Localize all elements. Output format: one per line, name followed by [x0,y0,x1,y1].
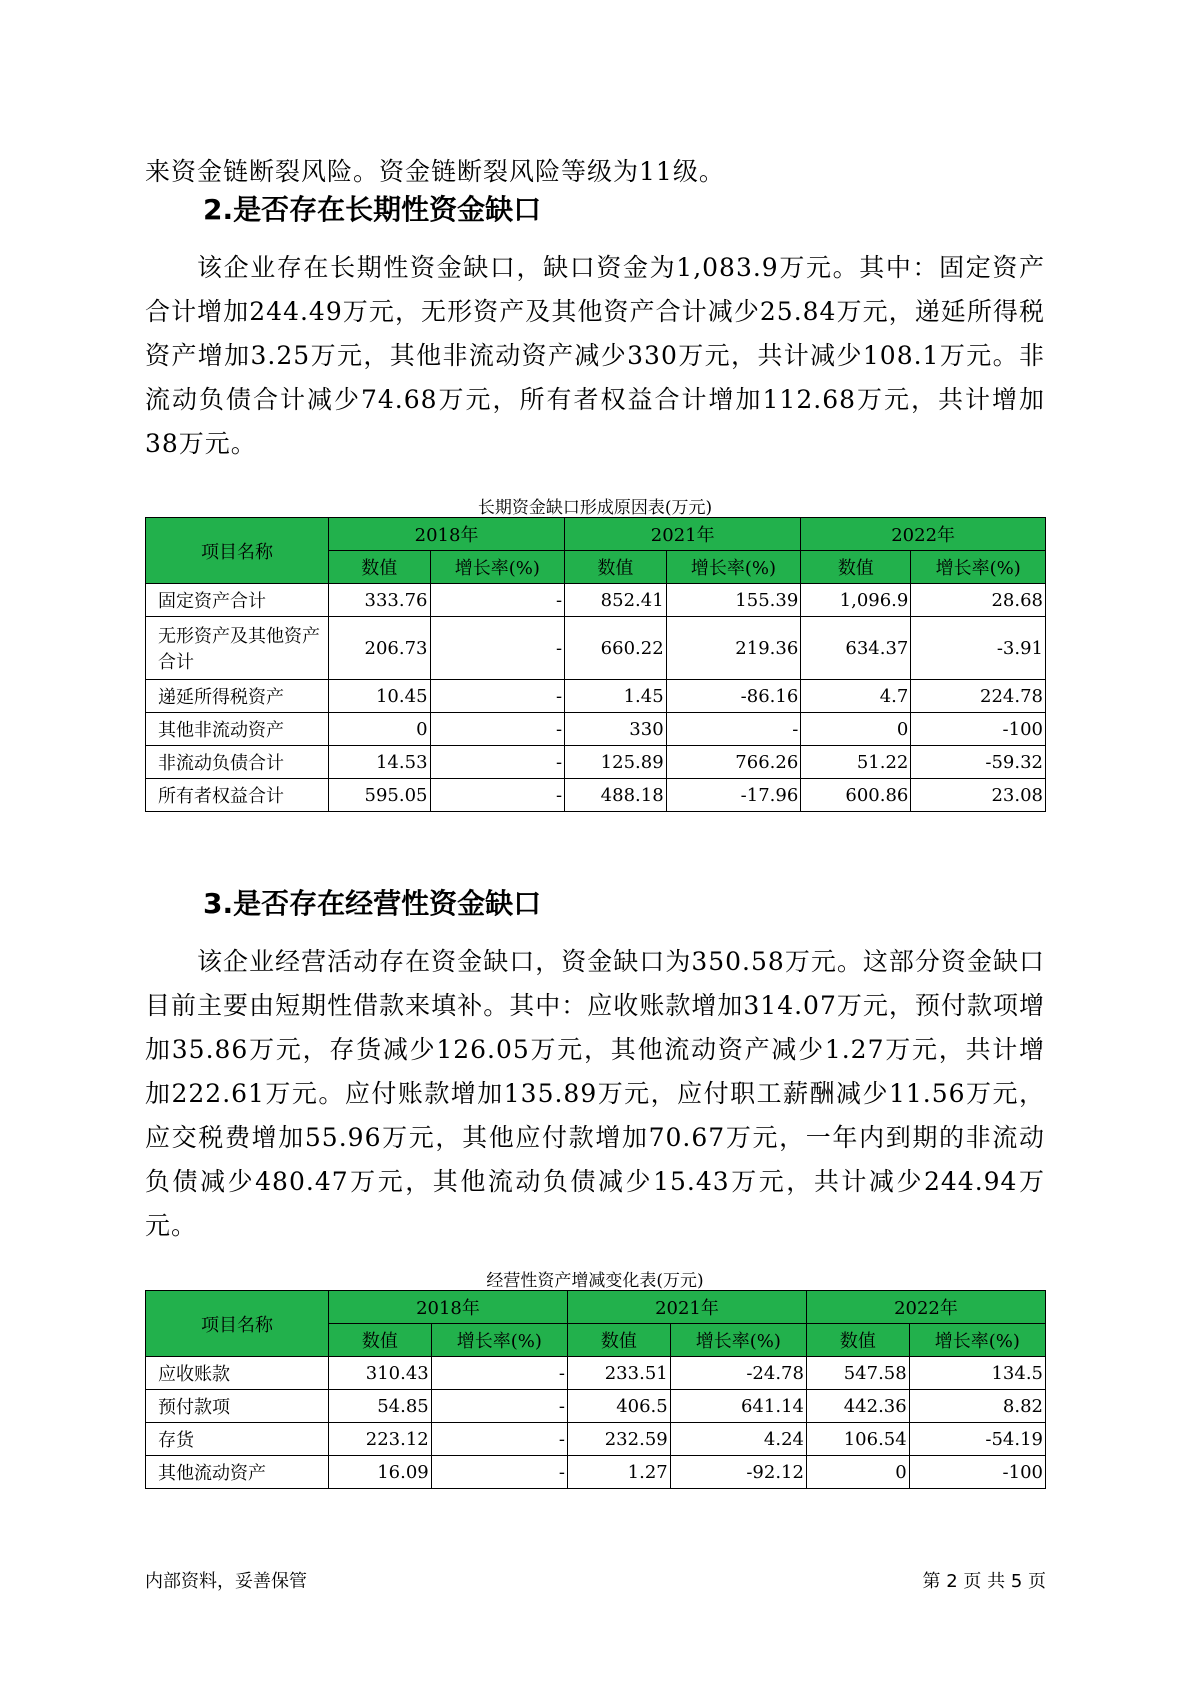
table-header-year: 2018年 [329,518,565,551]
cell: -86.16 [666,680,801,713]
cell: -24.78 [670,1357,806,1390]
cell: 600.86 [801,779,911,812]
table-row [146,1357,1046,1390]
cell: 8.82 [909,1390,1045,1423]
table-row [146,1456,1046,1489]
cell: -100 [909,1456,1045,1489]
cell: 660.22 [565,617,667,680]
table-row [146,584,1046,617]
section-2-heading: 2.是否存在长期性资金缺口 [203,193,542,226]
table-row [146,1390,1046,1423]
section-3-heading: 3.是否存在经营性资金缺口 [203,887,542,920]
cell: 155.39 [666,584,801,617]
cell: 0 [801,713,911,746]
cell: 1.45 [565,680,667,713]
table-header-year: 2022年 [806,1291,1045,1324]
cell: - [430,779,565,812]
table-operating-assets [145,1290,1046,1489]
row-label: 所有者权益合计 [146,779,329,812]
section-2-body: 该企业存在长期性资金缺口，缺口资金为1,083.9万元。其中：固定资产合计增加244.49万元，无形资产及其他资产合计减少25.84万元，递延所得税资产增加3.25万元，其他非流动资产减少330万元，共计减少108.1万元。非流动负债合计减少74.68万元，所有者权益合计增加112.68万元，共计增加38万元。 [145,253,1045,458]
cell: 333.76 [329,584,431,617]
table-subheader: 增长率(%) [911,551,1046,584]
cell: - [430,584,565,617]
cell: -100 [911,713,1046,746]
section-3-body: 该企业经营活动存在资金缺口，资金缺口为350.58万元。这部分资金缺口目前主要由短期性借款来填补。其中：应收账款增加314.07万元，预付款项增加35.86万元，存货减少126.05万元，其他流动资产减少1.27万元，共计增加222.61万元。应付账款增加135.89万元，应付职工薪酬减少11.56万元，应交税费增加55.96万元，其他应付款增加70.67万元，一年内到期的非流动负债减少480.47万元，其他流动负债减少15.43万元，共计减少244.94万元。 [145,947,1045,1240]
cell: -54.19 [909,1423,1045,1456]
cell: - [431,1456,567,1489]
cell: 442.36 [806,1390,909,1423]
table-subheader: 数值 [801,551,911,584]
row-label: 其他非流动资产 [146,713,329,746]
cell: 125.89 [565,746,667,779]
table-header-name: 项目名称 [146,518,329,584]
cell: 488.18 [565,779,667,812]
cell: 0 [329,713,431,746]
footer-confidential-note: 内部资料，妥善保管 [145,1571,307,1592]
table-row [146,746,1046,779]
cell: 547.58 [806,1357,909,1390]
table-1-caption: 长期资金缺口形成原因表(万元) [477,498,713,518]
cell: - [430,617,565,680]
cell: 10.45 [329,680,431,713]
cell: 641.14 [670,1390,806,1423]
table-subheader: 数值 [329,551,431,584]
cell: - [430,680,565,713]
cell: 330 [565,713,667,746]
cell: -17.96 [666,779,801,812]
table-subheader: 增长率(%) [430,551,565,584]
cell: 1,096.9 [801,584,911,617]
cell: 14.53 [329,746,431,779]
cell: 23.08 [911,779,1046,812]
row-label: 递延所得税资产 [146,680,329,713]
cell: 4.24 [670,1423,806,1456]
cell: - [430,746,565,779]
row-label: 无形资产及其他资产合计 [146,617,329,680]
cell: 0 [806,1456,909,1489]
row-label: 非流动负债合计 [146,746,329,779]
row-label: 预付款项 [146,1390,329,1423]
table-subheader: 增长率(%) [666,551,801,584]
cell: 51.22 [801,746,911,779]
cell: 223.12 [329,1423,432,1456]
cell: 1.27 [567,1456,670,1489]
table-2-caption: 经营性资产增减变化表(万元) [486,1271,704,1291]
cell: -3.91 [911,617,1046,680]
table-row [146,617,1046,680]
cell: 595.05 [329,779,431,812]
row-label: 存货 [146,1423,329,1456]
table-header-year: 2021年 [565,518,801,551]
table-row [146,680,1046,713]
row-label: 其他流动资产 [146,1456,329,1489]
table-long-term-gap [145,517,1046,812]
table-row [146,713,1046,746]
cell: - [431,1357,567,1390]
table-subheader: 数值 [565,551,667,584]
cell: 106.54 [806,1423,909,1456]
cell: 224.78 [911,680,1046,713]
cell: 28.68 [911,584,1046,617]
cell: 4.7 [801,680,911,713]
cell: - [430,713,565,746]
cell: 206.73 [329,617,431,680]
cell: - [431,1390,567,1423]
table-header-year: 2021年 [567,1291,806,1324]
cell: 54.85 [329,1390,432,1423]
table-subheader: 增长率(%) [909,1324,1045,1357]
cell: - [666,713,801,746]
cell: 766.26 [666,746,801,779]
table-subheader: 数值 [567,1324,670,1357]
cell: -59.32 [911,746,1046,779]
cell: -92.12 [670,1456,806,1489]
row-label: 应收账款 [146,1357,329,1390]
paragraph-continued: 来资金链断裂风险。资金链断裂风险等级为11级。 [145,157,725,186]
cell: 852.41 [565,584,667,617]
row-label: 固定资产合计 [146,584,329,617]
cell: 406.5 [567,1390,670,1423]
table-header-name: 项目名称 [146,1291,329,1357]
cell: 634.37 [801,617,911,680]
table-header-year: 2022年 [801,518,1046,551]
table-subheader: 数值 [329,1324,432,1357]
table-subheader: 增长率(%) [431,1324,567,1357]
table-header-year: 2018年 [329,1291,568,1324]
cell: 232.59 [567,1423,670,1456]
table-subheader: 数值 [806,1324,909,1357]
cell: 233.51 [567,1357,670,1390]
cell: 219.36 [666,617,801,680]
footer-page-number: 第 2 页 共 5 页 [922,1571,1046,1592]
cell: - [431,1423,567,1456]
cell: 134.5 [909,1357,1045,1390]
table-row [146,1423,1046,1456]
cell: 16.09 [329,1456,432,1489]
cell: 310.43 [329,1357,432,1390]
table-row [146,779,1046,812]
table-subheader: 增长率(%) [670,1324,806,1357]
